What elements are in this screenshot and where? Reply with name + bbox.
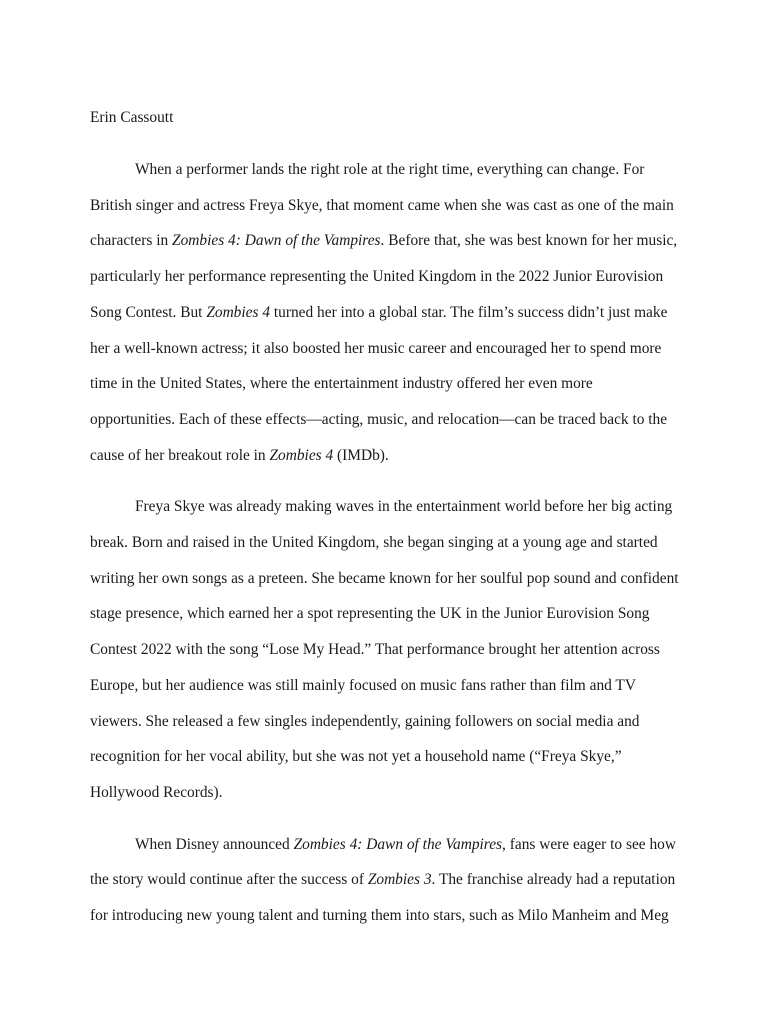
- italic-title: Zombies 4: Dawn of the Vampires: [293, 835, 503, 853]
- text-run: , fans were eager to see how the story would continue after the success of: [90, 835, 676, 889]
- text-run: turned her into a global star. The film’s success didn’t just make her a well-known actress; it also boosted her music career and encouraged her to spend more time in the United States, where the entertainment industry offered her even more opportunities. Each of these effects—acting, music, and relocation—can be traced back to the cause of her breakout role in: [90, 303, 668, 464]
- italic-title: Zombies 4: Dawn of the Vampires: [172, 232, 381, 250]
- essay-body: [90, 152, 680, 950]
- paragraph-2: [90, 489, 680, 810]
- text-run: Freya Skye was already making waves in the entertainment world before her big acting break. Born and raised in the United Kingdom, she began singing at a young age and started writing her own songs as a preteen. She became known for her soulful pop sound and confident stage presence, which earned her a spot representing the UK in the Junior Eurovision Song Contest 2022 with the song “Lose My Head.” That performance brought her attention across Europe, but her audience was still mainly focused on music fans rather than film and TV viewers. She released a few singles independently, gaining followers on social media and recognition for her vocal ability, but she was not yet a household name (“Freya Skye,” Hollywood Records).: [90, 498, 679, 801]
- paragraph-3: [90, 827, 680, 934]
- text-run: When a performer lands the right role at the right time, everything can change. For British singer and actress Freya Skye, that moment came when she was cast as one of the main characters in: [90, 161, 674, 250]
- italic-title: Zombies 3: [367, 871, 432, 889]
- author-name: Erin Cassoutt: [90, 109, 174, 126]
- text-run: (IMDb).: [333, 446, 389, 464]
- text-run: . Before that, she was best known for her music, particularly her performance representing the United Kingdom in the 2022 Junior Eurovision Song Contest. But: [90, 232, 678, 321]
- italic-title: Zombies 4: [269, 446, 334, 464]
- text-run: . The franchise already had a reputation for introducing new young talent and turning them into stars, such as Milo Manheim and Meg: [90, 871, 676, 925]
- paragraph-1: [90, 152, 680, 473]
- text-run: When Disney announced: [135, 835, 294, 853]
- italic-title: Zombies 4: [206, 303, 271, 321]
